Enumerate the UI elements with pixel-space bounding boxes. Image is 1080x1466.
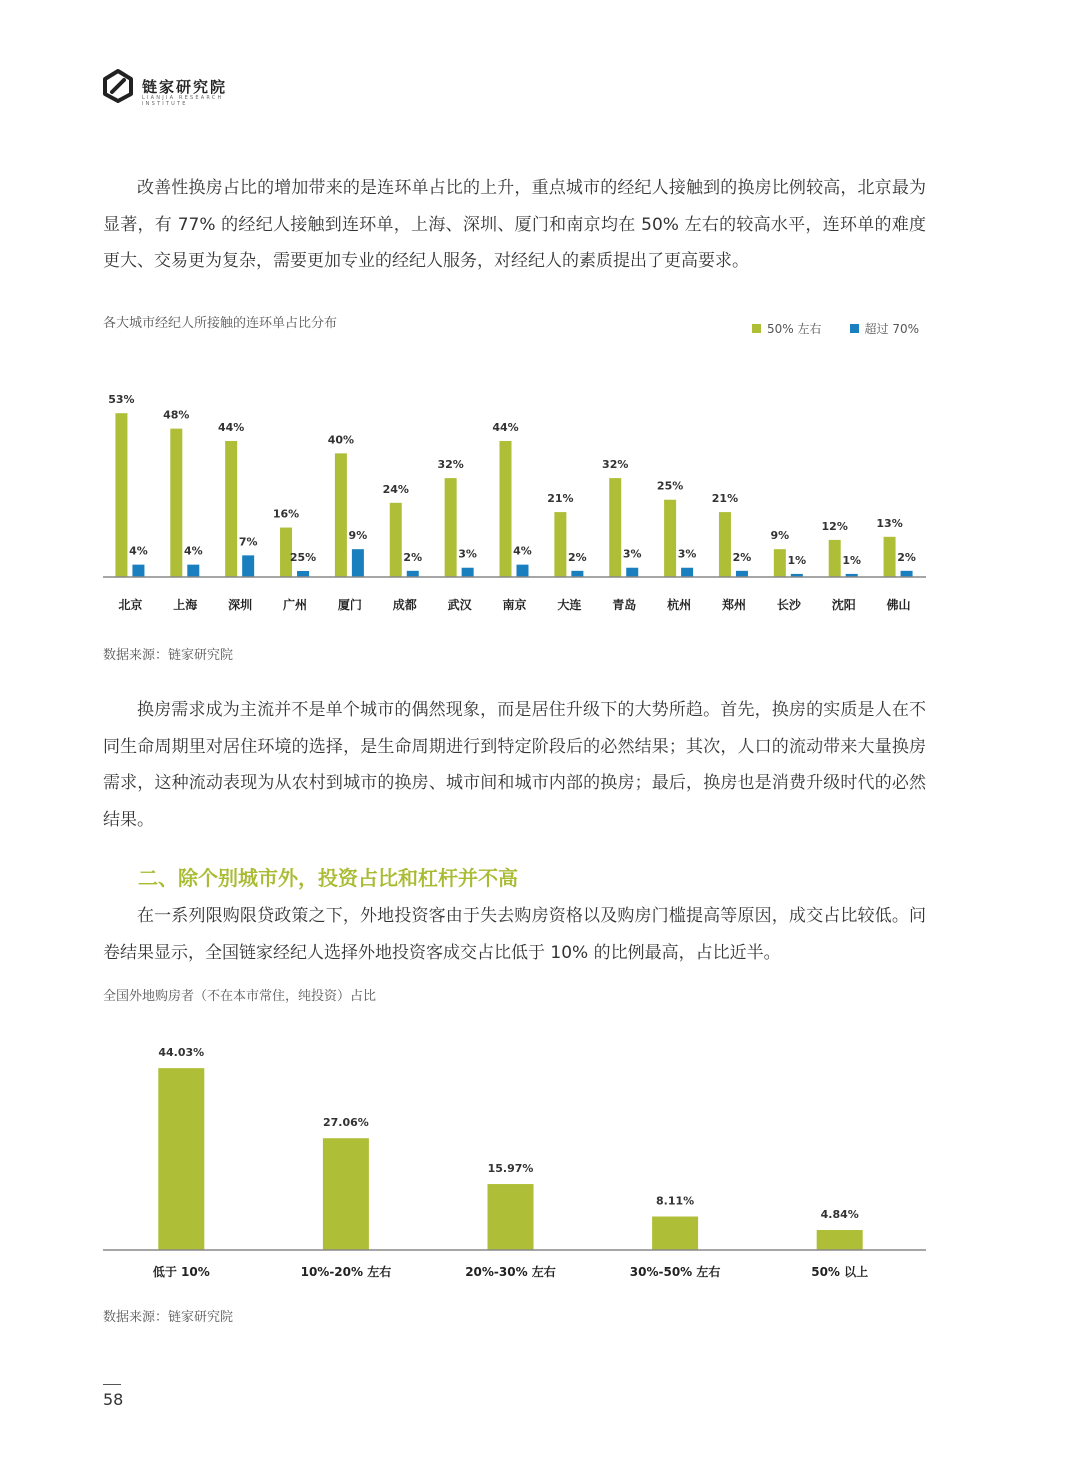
category-label-2: 20%-30% 左右 [465,1265,556,1279]
bar-blue-8 [571,571,583,577]
label-blue-0: 4% [129,544,148,558]
bar-blue-9 [626,568,638,577]
legend-label-blue: 超过 70% [864,322,919,336]
paragraph-1: 改善性换房占比的增加带来的是连环单占比的上升，重点城市的经纪人接触到的换房比例较高，北京最为显著，有 77% 的经纪人接触到连环单，上海、深圳、厦门和南京均在 50% 左右的较高水平，连环单的难度更大、交易更为复杂，需要更加专业的经纪人服务，对经纪人的素质提出了更高要求。 [103,178,926,271]
bar-blue-14 [901,571,913,577]
category-label-2: 深圳 [228,598,253,612]
category-label-0: 低于 10% [152,1265,210,1279]
label-green-10: 25% [656,479,684,493]
chart1-title: 各大城市经纪人所接触的连环单占比分布 [103,316,338,331]
bar-blue-5 [407,571,419,577]
label-blue-4: 9% [348,529,368,543]
legend-item-blue [850,320,920,337]
bar-green-8 [554,512,566,577]
bar-blue-6 [462,568,474,577]
category-label-3: 30%-50% 左右 [629,1265,721,1279]
bar-green-1 [170,429,182,577]
category-label-0: 北京 [118,598,143,612]
bar-green-10 [664,500,676,577]
value-label-0: 44.03% [158,1046,205,1060]
category-label-9: 青岛 [612,598,637,612]
value-label-4: 4.84% [820,1208,859,1222]
category-label-4: 厦门 [337,598,362,612]
bar-0 [158,1068,204,1250]
category-label-7: 南京 [502,598,527,612]
logo-subtitle: LIANJIA RESEARCH INSTITUTE [142,95,224,107]
label-green-0: 53% [108,393,135,407]
chart2 [0,1030,1080,1290]
category-label-12: 长沙 [776,598,801,612]
label-green-3: 16% [272,507,300,521]
category-label-14: 佛山 [886,598,911,612]
bar-blue-3 [297,571,309,577]
label-blue-10: 3% [677,547,697,561]
value-label-3: 8.11% [656,1194,695,1208]
value-label-1: 27.06% [322,1116,369,1130]
chart1-legend [752,320,919,337]
label-green-6: 32% [437,458,464,472]
chart1 [0,370,1080,630]
bar-3 [652,1217,698,1250]
bar-1 [323,1138,369,1250]
label-blue-1: 4% [183,544,203,558]
label-green-4: 40% [327,433,355,447]
category-label-6: 武汉 [447,598,472,612]
legend-swatch-blue [850,324,859,333]
bar-blue-4 [352,549,364,577]
bar-blue-11 [736,571,748,577]
legend-label-green: 50% 左右 [767,322,822,336]
section-heading: 二、除个别城市外，投资占比和杠杆并不高 [138,866,518,890]
label-blue-6: 3% [458,547,477,561]
chart2-title: 全国外地购房者（不在本市常住，纯投资）占比 [103,989,377,1004]
category-label-5: 成都 [392,598,417,612]
source-note-2: 数据来源：链家研究院 [103,1310,234,1325]
bar-blue-0 [132,565,144,577]
paragraph-2: 换房需求成为主流并不是单个城市的偶然现象，而是居住升级下的大势所趋。首先，换房的实质是人在不同生命周期里对居住环境的选择，是生命周期进行到特定阶段后的必然结果；其次，人口的流动带来大量换房需求，这种流动表现为从农村到城市的换房、城市间和城市内部的换房；最后，换房也是消费升级时代的必然结果。 [103,700,926,830]
label-green-13: 12% [821,519,848,533]
source-note-1: 数据来源：链家研究院 [103,648,234,663]
bar-green-14 [884,537,896,577]
bar-green-2 [225,441,237,577]
bar-4 [817,1230,863,1250]
legend-item-green [752,320,822,337]
bar-blue-1 [187,565,199,577]
label-blue-13: 1% [842,553,862,567]
label-blue-9: 3% [622,547,642,561]
label-blue-12: 1% [787,553,807,567]
page-number-rule [103,1384,121,1385]
logo-name: 链家研究院 [142,78,228,96]
bar-green-4 [335,453,347,577]
label-blue-11: 2% [732,550,752,564]
label-blue-5: 2% [403,550,423,564]
category-label-1: 上海 [173,598,198,612]
label-green-12: 9% [770,529,790,543]
label-blue-14: 2% [897,550,916,564]
label-green-11: 21% [711,492,739,506]
category-label-4: 50% 以上 [811,1265,869,1279]
label-green-9: 32% [602,458,629,472]
bar-green-6 [445,478,457,577]
category-label-10: 杭州 [667,598,692,612]
category-label-1: 10%-20% 左右 [300,1265,392,1279]
bar-blue-2 [242,555,254,577]
bar-green-0 [115,413,127,577]
label-green-5: 24% [382,482,409,496]
category-label-8: 大连 [557,598,582,612]
bar-green-13 [829,540,841,577]
bar-green-7 [500,441,512,577]
paragraph-3: 在一系列限购限贷政策之下，外地投资客由于失去购房资格以及购房门槛提高等原因，成交占比较低。问卷结果显示，全国链家经纪人选择外地投资客成交占比低于 10% 的比例最高，占比近半。 [103,906,926,963]
category-label-3: 广州 [283,598,308,612]
label-green-7: 44% [492,421,519,434]
bar-green-12 [774,549,786,577]
label-green-14: 13% [876,516,903,530]
bar-green-11 [719,512,731,577]
label-green-1: 48% [163,408,190,422]
label-green-2: 44% [217,421,245,434]
bar-blue-7 [517,565,529,577]
label-blue-7: 4% [513,544,532,558]
bar-blue-10 [681,568,693,577]
page-number: 58 [103,1390,124,1409]
category-label-13: 沈阳 [831,598,856,612]
label-blue-8: 2% [568,550,587,564]
label-blue-3: 25% [289,551,317,564]
category-label-11: 郑州 [721,598,746,612]
bar-green-9 [609,478,621,577]
label-green-8: 21% [547,492,574,506]
bar-2 [488,1184,534,1250]
legend-swatch-green [752,324,761,333]
label-blue-2: 7% [238,535,258,549]
logo [100,68,250,108]
logo-mark-icon [100,68,136,104]
bar-green-5 [390,503,402,577]
value-label-2: 15.97% [487,1162,534,1176]
